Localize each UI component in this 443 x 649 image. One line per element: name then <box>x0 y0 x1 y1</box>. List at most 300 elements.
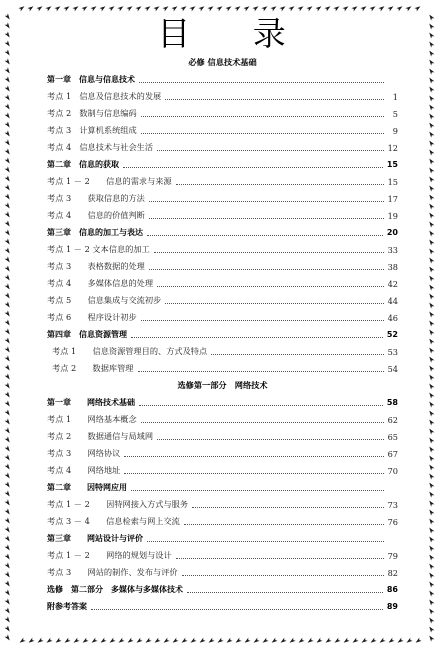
toc-entry[interactable] <box>47 122 398 139</box>
page-number: 82 <box>387 567 398 578</box>
page-number: 54 <box>387 363 398 374</box>
dot-leader <box>176 557 384 559</box>
border-ornament <box>108 638 115 645</box>
border-ornament <box>90 5 97 12</box>
border-ornament <box>306 638 313 645</box>
dot-leader <box>141 421 384 423</box>
dot-leader <box>141 115 384 117</box>
border-ornament <box>428 148 435 155</box>
toc-entry[interactable] <box>47 445 398 462</box>
entry-title: 第一章 信息与信息技术 <box>47 75 135 84</box>
border-ornament <box>428 418 435 425</box>
border-ornament <box>243 5 250 12</box>
border-ornament <box>5 139 12 146</box>
border-ornament <box>5 175 12 182</box>
entry-title: 考点 1 信息及信息技术的发展 <box>47 91 162 101</box>
border-ornament <box>428 571 435 578</box>
border-ornament <box>288 5 295 12</box>
entry-title: 考点 3 计算机系统组成 <box>47 125 137 135</box>
dot-leader <box>165 98 384 100</box>
border-ornament <box>5 274 12 281</box>
border-ornament <box>428 157 435 164</box>
border-ornament <box>428 283 435 290</box>
dot-leader <box>211 353 383 355</box>
border-ornament <box>5 310 12 317</box>
border-ornament <box>428 121 435 128</box>
page-number: 5 <box>392 108 398 119</box>
entry-title: 考点 4 网络地址 <box>47 465 121 475</box>
border-ornament <box>5 562 12 569</box>
border-ornament <box>428 562 435 569</box>
entry-title: 考点 6 程序设计初步 <box>47 312 137 322</box>
toc-entry[interactable] <box>47 343 398 360</box>
entry-title: 考点 2 数据库管理 <box>52 363 134 373</box>
dot-leader <box>131 336 383 338</box>
dot-leader <box>91 608 383 610</box>
border-ornament <box>261 638 268 645</box>
toc-entry[interactable] <box>47 428 398 445</box>
border-ornament <box>5 148 12 155</box>
dot-leader <box>139 81 384 83</box>
dot-leader <box>124 455 383 457</box>
border-ornament <box>428 490 435 497</box>
border-ornament <box>5 598 12 605</box>
border-ornament <box>5 418 12 425</box>
border-ornament <box>428 328 435 335</box>
border-ornament <box>5 625 12 632</box>
border-ornament <box>405 5 412 12</box>
border-ornament <box>428 355 435 362</box>
chapter-entry[interactable] <box>47 224 398 241</box>
border-ornament <box>378 638 385 645</box>
dot-leader <box>131 489 384 491</box>
border-ornament <box>216 638 223 645</box>
border-ornament <box>171 638 178 645</box>
entry-title: 第二章 信息的获取 <box>47 160 119 169</box>
border-ornament <box>342 5 349 12</box>
border-ornament <box>428 445 435 452</box>
border-ornament <box>428 85 435 92</box>
page-number: 79 <box>387 550 398 561</box>
page-number: 70 <box>387 465 398 476</box>
border-ornament <box>369 638 376 645</box>
border-ornament <box>5 499 12 506</box>
dot-leader <box>187 591 383 593</box>
border-ornament <box>428 301 435 308</box>
toc-entry[interactable] <box>47 139 398 156</box>
border-ornament <box>428 139 435 146</box>
border-ornament <box>428 382 435 389</box>
dot-leader <box>149 268 384 270</box>
page-number: 65 <box>387 431 398 442</box>
border-ornament <box>144 5 151 12</box>
border-ornament <box>72 5 79 12</box>
page-number: 62 <box>387 414 398 425</box>
dot-leader <box>176 183 384 185</box>
border-ornament <box>5 319 12 326</box>
border-ornament <box>360 5 367 12</box>
border-ornament <box>252 638 259 645</box>
border-ornament <box>428 256 435 263</box>
entry-title: 第四章 信息资源管理 <box>47 330 127 339</box>
chapter-entry[interactable] <box>47 581 398 598</box>
border-ornament <box>5 76 12 83</box>
border-ornament <box>428 607 435 614</box>
dot-leader <box>184 523 384 525</box>
border-ornament <box>5 67 12 74</box>
toc-entry[interactable] <box>47 105 398 122</box>
toc-entry[interactable] <box>47 190 398 207</box>
border-ornament <box>207 638 214 645</box>
border-ornament <box>36 5 43 12</box>
chapter-entry[interactable] <box>47 394 398 411</box>
border-ornament <box>5 373 12 380</box>
dot-leader <box>157 438 384 440</box>
border-ornament <box>198 638 205 645</box>
border-ornament <box>428 292 435 299</box>
toc-entry[interactable] <box>47 547 398 564</box>
border-ornament <box>405 638 412 645</box>
dot-leader <box>139 404 383 406</box>
border-ornament <box>428 265 435 272</box>
border-ornament <box>5 166 12 173</box>
dot-leader <box>149 217 384 219</box>
border-ornament <box>153 638 160 645</box>
entry-title: 第三章 信息的加工与表达 <box>47 228 143 237</box>
entry-title: 考点 4 信息技术与社会生活 <box>47 142 154 152</box>
page-number: 42 <box>387 278 398 289</box>
border-ornament <box>428 472 435 479</box>
border-ornament <box>135 5 142 12</box>
dot-leader <box>123 166 383 168</box>
border-ornament <box>99 5 106 12</box>
border-ornament <box>5 580 12 587</box>
toc-entry[interactable] <box>47 411 398 428</box>
border-ornament <box>5 400 12 407</box>
border-ornament <box>5 436 12 443</box>
border-ornament <box>428 238 435 245</box>
border-ornament <box>18 5 25 12</box>
border-ornament <box>216 5 223 12</box>
border-ornament <box>428 400 435 407</box>
dot-leader <box>147 540 384 542</box>
border-ornament <box>5 85 12 92</box>
entry-title: 考点 3 网站的制作、发布与评价 <box>47 567 178 577</box>
border-ornament <box>396 5 403 12</box>
entry-title: 考点 1 － 2 信息的需求与来源 <box>47 176 172 186</box>
border-ornament <box>5 355 12 362</box>
page-title: 目 录 <box>157 14 312 53</box>
border-ornament <box>428 616 435 623</box>
toc-entry[interactable] <box>47 275 398 292</box>
border-ornament <box>279 5 286 12</box>
border-ornament <box>428 229 435 236</box>
border-ornament <box>117 5 124 12</box>
border-ornament <box>428 58 435 65</box>
border-ornament <box>428 364 435 371</box>
border-ornament <box>5 634 12 641</box>
border-ornament <box>63 5 70 12</box>
border-ornament <box>198 5 205 12</box>
border-ornament <box>5 283 12 290</box>
border-ornament <box>342 638 349 645</box>
border-ornament <box>428 319 435 326</box>
chapter-entry[interactable] <box>47 71 398 88</box>
border-ornament <box>428 103 435 110</box>
border-ornament <box>396 638 403 645</box>
border-ornament <box>180 638 187 645</box>
border-ornament <box>428 517 435 524</box>
page-number: 53 <box>387 346 398 357</box>
border-ornament <box>428 499 435 506</box>
border-ornament <box>297 5 304 12</box>
border-ornament <box>5 553 12 560</box>
dot-leader <box>124 472 383 474</box>
toc-entry[interactable] <box>47 207 398 224</box>
border-ornament <box>414 638 421 645</box>
border-ornament <box>428 274 435 281</box>
border-ornament <box>428 508 435 515</box>
page-number: 19 <box>387 210 398 221</box>
border-ornament <box>5 58 12 65</box>
entry-title: 考点 4 多媒体信息的处理 <box>47 278 154 288</box>
border-ornament <box>5 94 12 101</box>
page-number: 9 <box>392 125 398 136</box>
border-ornament <box>5 202 12 209</box>
border-ornament <box>428 454 435 461</box>
border-ornament <box>428 112 435 119</box>
border-ornament <box>428 166 435 173</box>
border-ornament <box>5 301 12 308</box>
border-ornament <box>234 638 241 645</box>
border-ornament <box>5 445 12 452</box>
border-ornament <box>428 391 435 398</box>
border-ornament <box>428 535 435 542</box>
border-ornament <box>428 625 435 632</box>
border-ornament <box>369 5 376 12</box>
toc-entry[interactable] <box>47 292 398 309</box>
entry-title: 第二章 因特网应用 <box>47 483 127 492</box>
dot-leader <box>141 132 384 134</box>
border-ornament <box>428 427 435 434</box>
border-ornament <box>324 638 331 645</box>
border-ornament <box>5 103 12 110</box>
border-ornament <box>252 5 259 12</box>
border-ornament <box>225 638 232 645</box>
border-ornament <box>99 638 106 645</box>
page-number: 38 <box>387 261 398 272</box>
border-ornament <box>5 184 12 191</box>
entry-title: 考点 1 － 2 网络的规划与设计 <box>47 550 172 560</box>
border-ornament <box>180 5 187 12</box>
page-number: 44 <box>387 295 398 306</box>
border-ornament <box>387 638 394 645</box>
border-ornament <box>333 638 340 645</box>
page-number: 15 <box>386 160 398 169</box>
border-ornament <box>18 638 25 645</box>
border-ornament <box>126 5 133 12</box>
border-ornament <box>126 638 133 645</box>
border-ornament <box>5 481 12 488</box>
border-ornament <box>5 121 12 128</box>
border-ornament <box>5 472 12 479</box>
entry-title: 考点 2 数据通信与局域网 <box>47 431 154 441</box>
page-number: 20 <box>386 228 398 237</box>
border-ornament <box>135 638 142 645</box>
chapter-entry[interactable] <box>47 598 398 615</box>
page-number: 15 <box>387 176 398 187</box>
toc-entry[interactable] <box>47 173 398 190</box>
border-ornament <box>5 130 12 137</box>
border-ornament <box>306 5 313 12</box>
border-ornament <box>5 544 12 551</box>
toc-entry[interactable] <box>47 496 398 513</box>
border-ornament <box>243 638 250 645</box>
border-ornament <box>315 5 322 12</box>
entry-title: 附参考答案 <box>47 602 87 611</box>
entry-title: 第一章 网络技术基础 <box>47 398 135 407</box>
border-ornament <box>54 638 61 645</box>
border-ornament <box>45 638 52 645</box>
border-ornament <box>5 571 12 578</box>
border-ornament <box>428 76 435 83</box>
entry-title: 考点 3 获取信息的方法 <box>47 193 145 203</box>
border-ornament <box>207 5 214 12</box>
border-ornament <box>5 265 12 272</box>
border-ornament <box>378 5 385 12</box>
dot-leader <box>147 234 383 236</box>
border-ornament <box>428 202 435 209</box>
border-ornament <box>5 526 12 533</box>
border-ornament <box>5 535 12 542</box>
border-ornament <box>36 638 43 645</box>
toc-entry[interactable] <box>47 309 398 326</box>
toc-entry[interactable] <box>47 360 398 377</box>
border-ornament <box>428 130 435 137</box>
chapter-entry[interactable] <box>47 530 398 547</box>
border-ornament <box>72 638 79 645</box>
border-ornament <box>5 364 12 371</box>
chapter-entry[interactable] <box>47 156 398 173</box>
toc-entry[interactable] <box>47 241 398 258</box>
border-ornament <box>81 5 88 12</box>
page-number: 67 <box>387 448 398 459</box>
border-ornament <box>279 638 286 645</box>
border-ornament <box>324 5 331 12</box>
border-ornament <box>5 382 12 389</box>
border-ornament <box>5 247 12 254</box>
border-ornament <box>234 5 241 12</box>
border-ornament <box>428 463 435 470</box>
dot-leader <box>154 251 384 253</box>
border-ornament <box>5 616 12 623</box>
entry-title: 考点 5 信息集成与交流初步 <box>47 295 162 305</box>
chapter-entry[interactable] <box>47 479 398 496</box>
border-ornament <box>360 638 367 645</box>
border-ornament <box>81 638 88 645</box>
border-ornament <box>54 5 61 12</box>
border-ornament <box>5 292 12 299</box>
dot-leader <box>149 200 384 202</box>
border-ornament <box>171 5 178 12</box>
border-ornament <box>5 346 12 353</box>
page-number: 76 <box>387 516 398 527</box>
border-ornament <box>428 184 435 191</box>
border-ornament <box>428 220 435 227</box>
border-ornament <box>428 193 435 200</box>
toc-entry[interactable] <box>47 462 398 479</box>
section-heading: 选修第一部分 网络技术 <box>177 380 268 390</box>
border-ornament <box>27 5 34 12</box>
entry-title: 考点 1 － 2 文本信息的加工 <box>47 244 150 254</box>
border-ornament <box>5 220 12 227</box>
page-number: 73 <box>387 499 398 510</box>
border-ornament <box>189 638 196 645</box>
border-ornament <box>162 5 169 12</box>
border-ornament <box>428 247 435 254</box>
entry-title: 考点 2 数制与信息编码 <box>47 108 137 118</box>
border-ornament <box>5 337 12 344</box>
border-ornament <box>117 638 124 645</box>
border-ornament <box>108 5 115 12</box>
border-ornament <box>5 391 12 398</box>
border-ornament <box>5 328 12 335</box>
toc-entry[interactable] <box>47 88 398 105</box>
border-ornament <box>428 598 435 605</box>
border-ornament <box>428 634 435 641</box>
border-ornament <box>225 5 232 12</box>
border-ornament <box>5 256 12 263</box>
dot-leader <box>157 149 384 151</box>
border-ornament <box>5 589 12 596</box>
entry-title: 考点 1 网络基本概念 <box>47 414 137 424</box>
border-ornament <box>428 481 435 488</box>
border-ornament <box>189 5 196 12</box>
dot-leader <box>138 370 384 372</box>
border-ornament <box>387 5 394 12</box>
dot-leader <box>182 574 384 576</box>
border-ornament <box>5 229 12 236</box>
entry-title: 考点 1 信息资源管理目的、方式及特点 <box>52 346 208 356</box>
toc-entry[interactable] <box>47 564 398 581</box>
toc-entry[interactable] <box>47 513 398 530</box>
border-ornament <box>428 94 435 101</box>
border-ornament <box>351 638 358 645</box>
dot-leader <box>157 285 384 287</box>
dot-leader <box>165 302 383 304</box>
chapter-entry[interactable] <box>47 326 398 343</box>
border-ornament <box>5 157 12 164</box>
page-number: 89 <box>386 602 398 611</box>
toc-entry[interactable] <box>47 258 398 275</box>
page-number: 58 <box>386 398 398 407</box>
border-ornament <box>428 310 435 317</box>
border-ornament <box>351 5 358 12</box>
border-ornament <box>5 211 12 218</box>
entry-title: 考点 3 表格数据的处理 <box>47 261 145 271</box>
page-number: 46 <box>387 312 398 323</box>
border-ornament <box>428 211 435 218</box>
border-ornament <box>270 5 277 12</box>
border-ornament <box>5 508 12 515</box>
dot-leader <box>141 319 384 321</box>
border-ornament <box>414 5 421 12</box>
page-number: 1 <box>392 91 398 102</box>
page-number: 17 <box>387 193 398 204</box>
border-ornament <box>5 454 12 461</box>
border-ornament <box>63 638 70 645</box>
border-ornament <box>270 638 277 645</box>
